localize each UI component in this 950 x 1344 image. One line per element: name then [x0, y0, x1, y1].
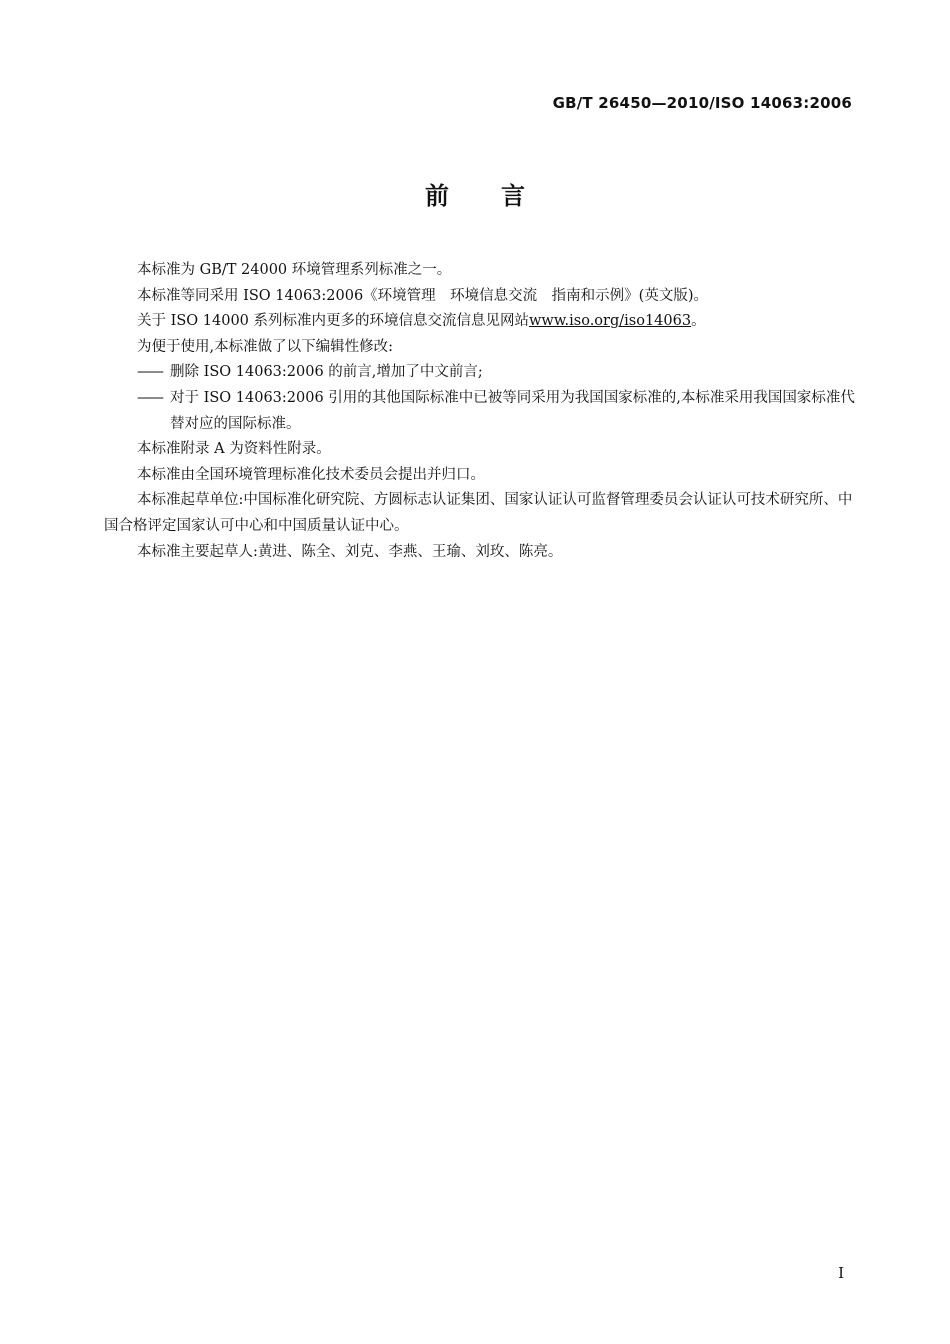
website-text: 关于 ISO 14000 系列标准内更多的环境信息交流信息见网站: [137, 313, 530, 330]
page-title: 前言: [425, 182, 577, 210]
paragraph-website: [104, 309, 856, 335]
foreword-body: [104, 258, 856, 565]
list-dash: ——: [137, 389, 162, 406]
website-link[interactable]: www.iso.org/iso14063: [529, 313, 692, 330]
paragraph-drafting-units: 本标准起草单位:中国标准化研究院、方圆标志认证集团、国家认证认可监督管理委员会认证认可技术研究所、中国合格评定国家认可中心和中国质量认证中心。: [104, 492, 853, 534]
paragraph-annex: 本标准附录 A 为资料性附录。: [137, 441, 331, 458]
paragraph-editorial-changes: 为便于使用,本标准做了以下编辑性修改:: [137, 338, 393, 355]
paragraph-adoption: 本标准等同采用 ISO 14063:2006《环境管理 环境信息交流 指南和示例》(英文版)。: [137, 287, 708, 304]
website-end: 。: [691, 313, 706, 330]
paragraph-drafters: 本标准主要起草人:黄进、陈全、刘克、李燕、王瑜、刘玫、陈亮。: [137, 543, 563, 560]
page-number: I: [838, 1264, 844, 1282]
list-item-text: 删除 ISO 14063:2006 的前言,增加了中文前言;: [170, 364, 483, 381]
paragraph-series: 本标准为 GB/T 24000 环境管理系列标准之一。: [137, 262, 452, 278]
list-item: [104, 386, 856, 437]
list-dash: ——: [137, 364, 162, 381]
standard-number: GB/T 26450—2010/ISO 14063:2006: [552, 94, 852, 112]
paragraph-committee: 本标准由全国环境管理标准化技术委员会提出并归口。: [137, 466, 485, 483]
list-item-text: 对于 ISO 14063:2006 引用的其他国际标准中已被等同采用为我国国家标准的,本标准采用我国国家标准代替对应的国际标准。: [170, 389, 855, 432]
list-item: [104, 360, 856, 386]
